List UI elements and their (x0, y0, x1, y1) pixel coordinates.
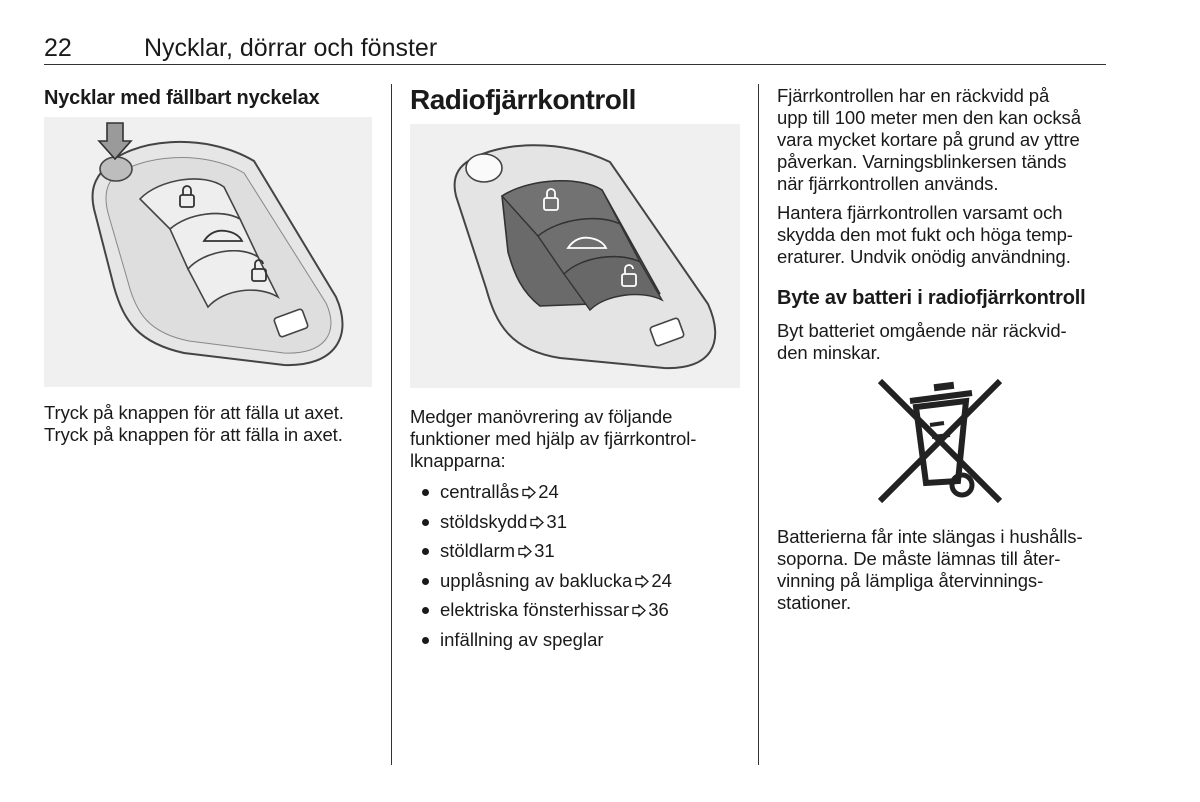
bullet-icon (422, 607, 429, 614)
disposal-paragraph (777, 526, 1122, 614)
page-header (44, 34, 1106, 65)
function-label: centrallås (440, 481, 520, 502)
unfold-instruction: Tryck på knappen för att fälla ut axet. (44, 402, 344, 423)
remote-control-illustration (410, 124, 740, 388)
function-label: elektriska fönsterhissar (440, 599, 630, 620)
range-paragraph (777, 85, 1117, 195)
list-item (406, 599, 746, 629)
text-line: soporna. De måste lämnas till åter‐ (777, 548, 1061, 569)
page-reference-icon (518, 545, 532, 558)
intro-line: Medger manövrering av följande (410, 406, 673, 427)
list-item (406, 540, 746, 570)
text-line: Batterierna får inte slängas i hushålls‐ (777, 526, 1083, 547)
crossed-bin-icon (876, 377, 1006, 505)
list-item (406, 511, 746, 541)
text-line: stationer. (777, 592, 852, 613)
page-reference-icon (635, 575, 649, 588)
function-list (406, 481, 746, 658)
bullet-icon (422, 519, 429, 526)
page-reference-icon (632, 604, 646, 617)
function-label: stöldlarm (440, 540, 516, 561)
battery-paragraph (777, 320, 1117, 364)
bullet-icon (422, 489, 429, 496)
text-line: påverkan. Varningsblinkersen tänds (777, 151, 1067, 172)
text-line: eraturer. Undvik onödig användning. (777, 246, 1071, 267)
text-line: när fjärrkontrollen används. (777, 173, 999, 194)
page-reference[interactable]: 36 (648, 599, 669, 620)
text-line: skydda den mot fukt och höga temp‐ (777, 224, 1073, 245)
text-line: upp till 100 meter men den kan också (777, 107, 1081, 128)
page-reference[interactable]: 31 (534, 540, 555, 561)
intro-line: funktioner med hjälp av fjärrkontrol‐ (410, 428, 697, 449)
folding-key-heading: Nycklar med fällbart nyckelax (44, 87, 320, 109)
page-reference[interactable]: 24 (538, 481, 559, 502)
intro-line: lknapparna: (410, 450, 506, 471)
page-reference-icon (522, 486, 536, 499)
page-reference-icon (530, 516, 544, 529)
intro-paragraph (410, 406, 750, 472)
text-line: Byt batteriet omgående när räckvid‐ (777, 320, 1067, 341)
bullet-icon (422, 637, 429, 644)
handling-paragraph (777, 202, 1117, 268)
text-line: Hantera fjärrkontrollen varsamt och (777, 202, 1063, 223)
function-label: upplåsning av baklucka (440, 569, 633, 591)
list-item (406, 629, 746, 659)
column-divider-left (391, 84, 392, 765)
radio-remote-heading: Radiofjärrkontroll (410, 84, 636, 115)
fold-instruction: Tryck på knappen för att fälla in axet. (44, 424, 343, 445)
list-item (406, 481, 746, 511)
bullet-icon (422, 548, 429, 555)
page-number: 22 (44, 34, 72, 62)
page-reference[interactable]: 31 (546, 510, 567, 532)
chapter-title: Nycklar, dörrar och fönster (144, 34, 438, 62)
text-line: vara mycket kortare på grund av yttre (777, 129, 1080, 150)
bullet-icon (422, 578, 429, 585)
text-line: Fjärrkontrollen har en räckvidd på (777, 85, 1050, 106)
battery-heading: Byte av batteri i radiofjärrkontroll (777, 287, 1086, 309)
text-line: vinning på lämpliga återvinnings‐ (777, 570, 1044, 591)
folding-key-illustration (44, 117, 372, 387)
page-reference[interactable]: 24 (651, 569, 672, 591)
function-label: infällning av speglar (440, 628, 604, 650)
column-divider-right (758, 84, 759, 765)
text-line: den minskar. (777, 342, 881, 363)
list-item (406, 570, 746, 600)
function-label: stöldskydd (440, 510, 528, 532)
